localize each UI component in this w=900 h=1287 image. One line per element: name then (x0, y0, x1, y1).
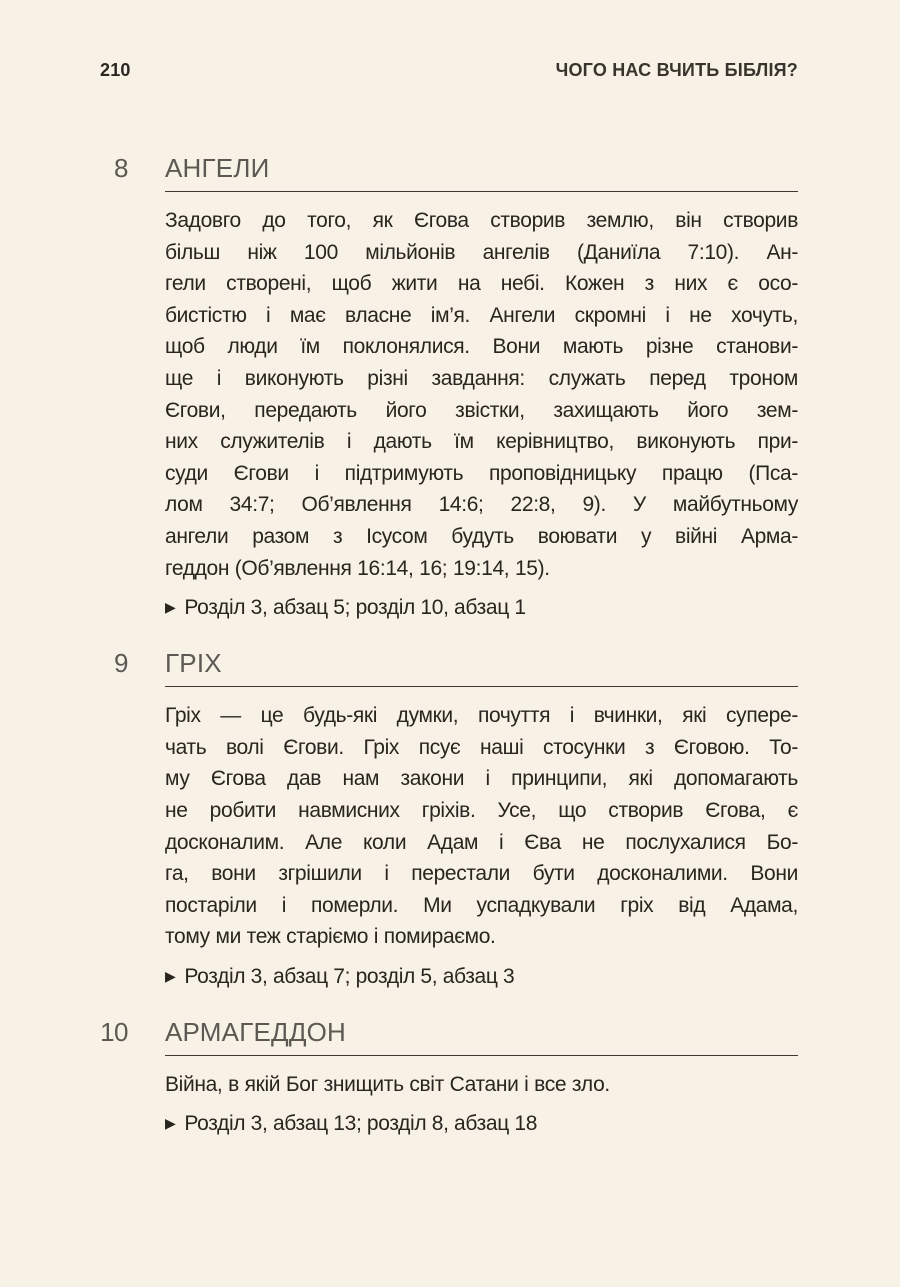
body-line: ангели разом з Ісусом будуть воювати у війні Арма- (165, 524, 798, 548)
body-line: чать волі Єгови. Гріх псує наші стосунки з Єговою. То- (165, 735, 798, 759)
body-line: Війна, в якій Бог знищить світ Сатани і все зло. (165, 1072, 610, 1096)
entry-body (165, 205, 798, 584)
body-line: Гріх — це будь-які думки, почуття і вчинки, які супере- (165, 704, 798, 728)
entry-body (165, 700, 798, 953)
entry-reference-row (165, 593, 798, 624)
body-line: суди Єгови і підтримують проповідницьку працю (Пса- (165, 461, 798, 485)
body-line: му Єгова дав нам закони і принципи, які допомагають (165, 767, 798, 791)
entry-titlebar (165, 152, 798, 192)
entry-titlebar (165, 1016, 798, 1056)
glossary-entry (100, 152, 798, 624)
arrow-bullet-icon: ▶ (165, 967, 176, 984)
page-number: 210 (100, 60, 131, 80)
entry-title: ГРІХ (165, 648, 222, 679)
arrow-bullet-icon: ▶ (165, 599, 176, 616)
entry-main (165, 152, 798, 624)
body-line: ще і виконують різні завдання: служать перед троном (165, 366, 798, 390)
entry-reference: Розділ 3, абзац 13; розділ 8, абзац 18 (184, 1112, 538, 1136)
entry-title: АРМАГЕДДОН (165, 1016, 347, 1047)
body-line: геддон (Об’явлення 16:14, 16; 19:14, 15). (165, 556, 550, 580)
body-line: гели створені, щоб жити на небі. Кожен з них є осо- (165, 272, 798, 296)
glossary-entry (100, 1016, 798, 1141)
body-line: лом 34:7; Об’явлення 14:6; 22:8, 9). У майбутньому (165, 493, 798, 517)
entry-number: 8 (114, 153, 128, 183)
entries (100, 152, 798, 1140)
running-title: ЧОГО НАС ВЧИТЬ БІБЛІЯ? (555, 60, 798, 80)
glossary-entry (100, 647, 798, 993)
entry-reference-row (165, 1109, 798, 1140)
body-line: тому ми теж старіємо і помираємо. (165, 925, 496, 949)
body-line: більш ніж 100 мільйонів ангелів (Даниїла 7:10). Ан- (165, 240, 798, 264)
body-line: Єгови, передають його звістки, захищають його зем- (165, 398, 798, 422)
body-line: га, вони згрішили і перестали бути досконалими. Вони (165, 862, 798, 886)
entry-reference-row (165, 962, 798, 993)
arrow-bullet-icon: ▶ (165, 1115, 176, 1132)
entry-titlebar (165, 647, 798, 687)
body-line: постаріли і померли. Ми успадкували гріх від Адама, (165, 893, 798, 917)
entry-title: АНГЕЛИ (165, 153, 270, 183)
body-line: бистістю і має власне ім’я. Ангели скромні і не хочуть, (165, 303, 798, 327)
entry-reference: Розділ 3, абзац 5; розділ 10, абзац 1 (184, 596, 526, 620)
body-line: Задовго до того, як Єгова створив землю, він створив (165, 209, 798, 232)
body-line: досконалим. Але коли Адам і Єва не послухалися Бо- (165, 830, 798, 854)
body-line: них служителів і дають їм керівництво, виконують при- (165, 430, 798, 454)
body-line: щоб люди їм поклонялися. Вони мають різне станови- (165, 335, 798, 359)
entry-body (165, 1069, 798, 1101)
entry-reference: Розділ 3, абзац 7; розділ 5, абзац 3 (184, 964, 515, 988)
body-line: не робити навмисних гріхів. Усе, що створив Єгова, є (165, 798, 798, 822)
entry-main (165, 1016, 798, 1141)
entry-number: 9 (114, 648, 128, 679)
running-header (100, 58, 798, 82)
entry-main (165, 647, 798, 993)
entry-number: 10 (100, 1016, 128, 1047)
